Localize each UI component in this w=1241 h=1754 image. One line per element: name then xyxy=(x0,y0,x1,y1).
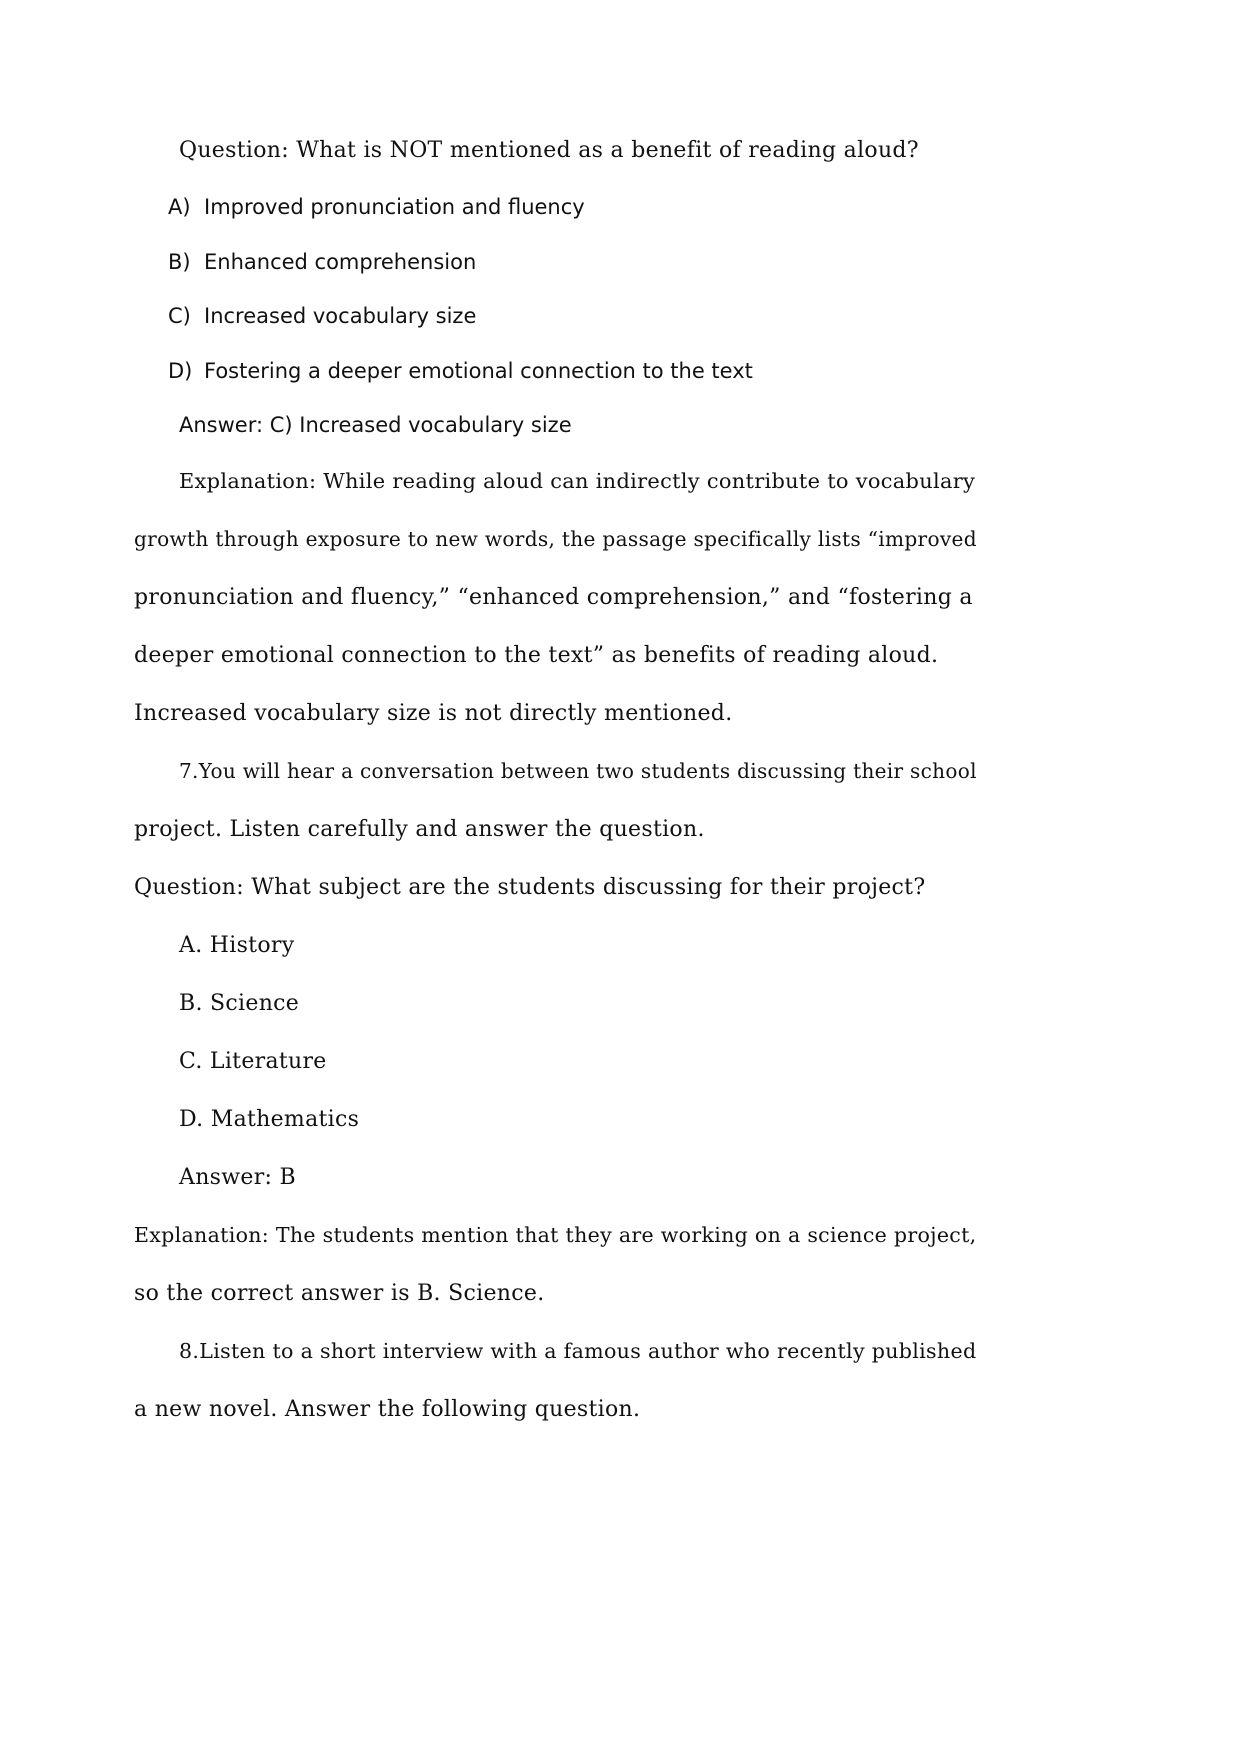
q7-option-c: C. Literature xyxy=(179,1049,327,1074)
q6-explanation-line-4: deeper emotional connection to the text” as benefits of reading aloud. xyxy=(134,643,939,668)
q7-option-d: D. Mathematics xyxy=(179,1107,360,1132)
q6-explanation-line-3: pronunciation and fluency,” “enhanced comprehension,” and “fostering a xyxy=(134,585,973,610)
q6-option-a xyxy=(168,197,585,218)
q6-explanation-line-5: Increased vocabulary size is not directly mentioned. xyxy=(134,701,733,726)
q6-answer: Answer: C) Increased vocabulary size xyxy=(179,413,572,437)
q6-question: Question: What is NOT mentioned as a benefit of reading aloud? xyxy=(179,138,919,163)
q7-option-b: B. Science xyxy=(179,991,300,1016)
q7-prompt-line-1: 7.You will hear a conversation between two students discussing their school xyxy=(179,759,977,783)
q6-option-c-letter: C) xyxy=(168,304,191,328)
q7-prompt-line-2: project. Listen carefully and answer the question. xyxy=(134,817,705,842)
q7-explanation-line-1: Explanation: The students mention that they are working on a science project, xyxy=(134,1223,977,1247)
q8-prompt-line-2: a new novel. Answer the following question. xyxy=(134,1397,641,1422)
q6-option-b-letter: B) xyxy=(168,250,191,274)
q6-option-d-text: Fostering a deeper emotional connection to the text xyxy=(204,359,753,383)
q6-explanation-line-1: Explanation: While reading aloud can indirectly contribute to vocabulary xyxy=(179,469,976,493)
q7-explanation-line-2: so the correct answer is B. Science. xyxy=(134,1281,545,1306)
q6-option-c xyxy=(168,306,476,327)
q8-prompt-line-1: 8.Listen to a short interview with a famous author who recently published xyxy=(179,1339,977,1363)
q6-option-b-text: Enhanced comprehension xyxy=(204,250,477,274)
q6-explanation-line-2: growth through exposure to new words, the passage specifically lists “improved xyxy=(134,527,977,551)
q6-option-a-text: Improved pronunciation and fluency xyxy=(204,195,585,219)
q6-option-c-text: Increased vocabulary size xyxy=(204,304,477,328)
q7-option-a: A. History xyxy=(179,933,295,958)
q7-answer: Answer: B xyxy=(179,1165,296,1190)
q6-option-a-letter: A) xyxy=(168,195,191,219)
q6-option-d xyxy=(168,361,753,382)
q7-question: Question: What subject are the students discussing for their project? xyxy=(134,875,926,900)
q6-option-d-letter: D) xyxy=(168,359,193,383)
q6-option-b xyxy=(168,252,476,273)
